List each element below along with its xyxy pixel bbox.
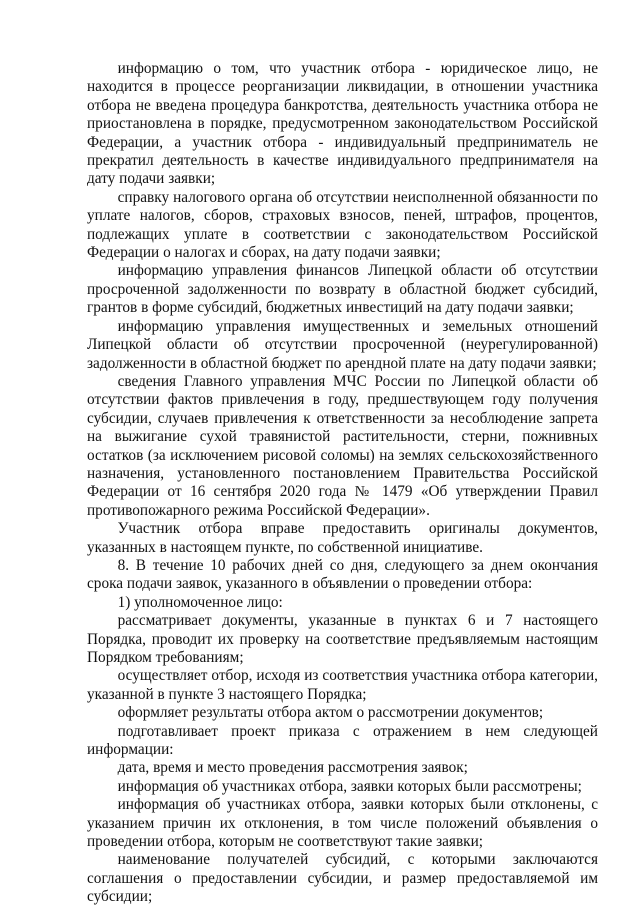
- paragraph-performs-selection: осуществляет отбор, исходя из соответствия участника отбора категории, указанной в пункте 3 настоящего Порядка;: [87, 667, 598, 703]
- paragraph-originals-right: Участник отбора вправе предоставить оригиналы документов, указанных в настоящем пункте, по собственной инициативе.: [87, 520, 598, 556]
- paragraph-prepares-order: подготавливает проект приказа с отражением в нем следующей информации:: [87, 722, 598, 759]
- paragraph-tax-certificate: справку налогового органа об отсутствии неисполненной обязанности по уплате налогов, сборов, страховых взносов, пеней, штрафов, процентов, подлежащих уплате в соответствии с законодательством Российской Федерации о налогах и сборах, на дату подачи заявки;: [87, 188, 598, 262]
- paragraph-formalizes-results: оформляет результаты отбора актом о рассмотрении документов;: [117, 704, 544, 722]
- document-page: [87, 60, 598, 907]
- paragraph-property-department-info: информацию управления имущественных и земельных отношений Липецкой области об отсутствии просроченной (неурегулированной) задолженности в областной бюджет по арендной плате на дату подачи заявки;: [87, 317, 598, 372]
- paragraph-reviewed-participants: информация об участниках отбора, заявки которых были рассмотрены;: [117, 777, 582, 795]
- paragraph-finance-department-info: информацию управления финансов Липецкой области об отсутствии просроченной задолженности по возврату в областной бюджет субсидий, грантов в форме субсидий, бюджетных инвестиций на дату подачи заявки;: [87, 262, 598, 317]
- paragraph-reviews-documents: рассматривает документы, указанные в пунктах 6 и 7 настоящего Порядка, проводит их проверку на соответствие предъявляемым настоящим Порядком требованиям;: [87, 612, 598, 666]
- paragraph-emergency-ministry-info: сведения Главного управления МЧС России по Липецкой области об отсутствии фактов привлечения в году, предшествующем году получения субсидии, случаев привлечения к ответственности за несоблюдение запрета на выжигание сухой травянистой растительности, стерни, пожнивных остатков (за исключением рисовой соломы) на землях сельскохозяйственного назначения, установленного постановлением Правительства Российской Федерации от 16 сентября 2020 года № 1479 «Об утверждении Правил противопожарного режима Российской Федерации».: [87, 372, 598, 519]
- paragraph-authorized-person: 1) уполномоченное лицо:: [117, 593, 283, 611]
- paragraph-recipients-names: наименование получателей субсидий, с которыми заключаются соглашения о предоставлении субсидии, и размер предоставляемой им субсидии;: [87, 851, 598, 906]
- paragraph-rejected-participants: информация об участниках отбора, заявки которых были отклонены, с указанием причин их отклонения, в том числе положений объявления о проведении отбора, которым не соответствуют такие заявки;: [87, 796, 598, 851]
- paragraph-reorganization-info: информацию о том, что участник отбора - юридическое лицо, не находится в процессе реорганизации ликвидации, в отношении участника отбора не введена процедура банкротства, деятельность участника отбора не приостановлена в порядке, предусмотренном законодательством Российской Федерации, а участник отбора - индивидуальный предприниматель не прекратил деятельность в качестве индивидуального предпринимателя на дату подачи заявки;: [87, 60, 598, 188]
- paragraph-item-8: 8. В течение 10 рабочих дней со дня, следующего за днем окончания срока подачи заявок, указанного в объявлении о проведении отбора:: [87, 556, 598, 593]
- paragraph-date-time-place: дата, время и место проведения рассмотрения заявок;: [117, 759, 468, 777]
